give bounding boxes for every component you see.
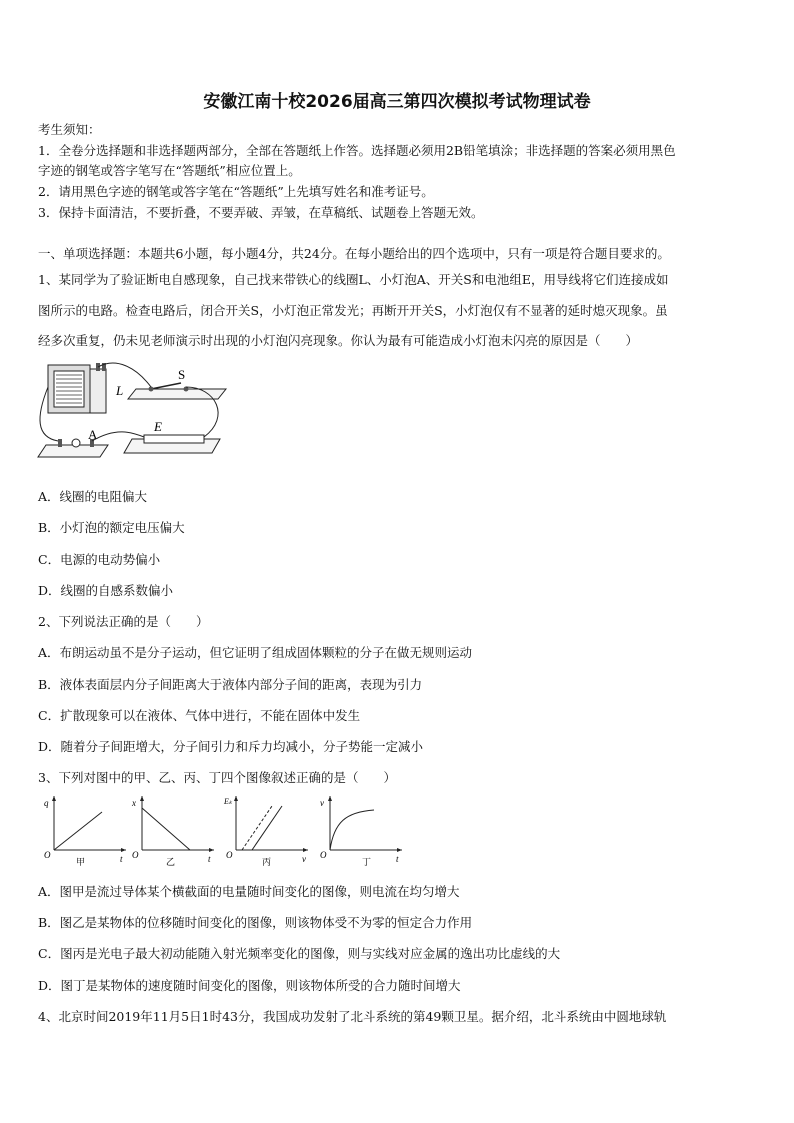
question-1-stem: 经多次重复，仍未见老师演示时出现的小灯泡闪亮现象。你认为最有可能造成小灯泡未闪亮的原因是（ ） (38, 333, 639, 348)
question-2-option: B．液体表面层内分子间距离大于液体内部分子间的距离，表现为引力 (38, 677, 423, 692)
graph-caption: 丙 (262, 857, 272, 867)
graph-origin: O (132, 850, 139, 860)
question-2-option: A．布朗运动虽不是分子运动，但它证明了组成固体颗粒的分子在做无规则运动 (38, 645, 473, 660)
notice-item: 1．全卷分选择题和非选择题两部分，全部在答题纸上作答。选择题必须用2B铅笔填涂；非选择题的答案必须用黑色 (38, 143, 676, 158)
graph-caption: 丁 (362, 857, 372, 867)
question-1-stem: 图所示的电路。检查电路后，闭合开关S，小灯泡正常发光；再断开开关S，小灯泡仅有不显著的延时熄灭现象。虽 (38, 303, 668, 318)
label-E: E (154, 419, 162, 434)
notice-item: 3．保持卡面清洁，不要折叠，不要弄破、弄皱，在草稿纸、试题卷上答题无效。 (38, 205, 484, 220)
graph-yi (128, 792, 218, 867)
label-L: L (116, 383, 124, 398)
notice-heading: 考生须知： (38, 122, 101, 137)
label-A: A (88, 427, 98, 442)
graph-ylabel: Eₖ (224, 797, 233, 806)
notice-item: 2．请用黑色字迹的钢笔或答字笔在“答题纸”上先填写姓名和准考证号。 (38, 184, 434, 199)
graph-ylabel: q (44, 798, 49, 808)
page-title: 安徽江南十校2026届高三第四次模拟考试物理试卷 (203, 92, 591, 112)
graph-origin: O (44, 850, 51, 860)
question-3-option: D．图丁是某物体的速度随时间变化的图像，则该物体所受的合力随时间增大 (38, 978, 461, 993)
graph-bing (222, 792, 312, 867)
question-1-option: C．电源的电动势偏小 (38, 552, 161, 567)
question-1-option: D．线圈的自感系数偏小 (38, 583, 174, 598)
question-4-stem: 4、北京时间2019年11月5日1时43分，我国成功发射了北斗系统的第49颗卫星。据介绍，北斗系统由中圆地球轨 (38, 1009, 667, 1024)
graph-ylabel: x (132, 798, 136, 808)
section-heading: 一、单项选择题：本题共6小题，每小题4分，共24分。在每小题给出的四个选项中，只有一项是符合题目要求的。 (38, 246, 670, 261)
question-1-option: B．小灯泡的额定电压偏大 (38, 520, 185, 535)
graph-origin: O (226, 850, 233, 860)
question-3-option: B．图乙是某物体的位移随时间变化的图像，则该物体受不为零的恒定合力作用 (38, 915, 473, 930)
graph-ding (316, 792, 406, 867)
graph-caption: 乙 (166, 857, 176, 867)
question-3-option: A．图甲是流过导体某个横截面的电量随时间变化的图像，则电流在均匀增大 (38, 884, 460, 899)
circuit-figure (36, 357, 236, 467)
graph-xlabel: t (120, 854, 123, 864)
question-2-option: D．随着分子间距增大，分子间引力和斥力均减小，分子势能一定减小 (38, 739, 424, 754)
graph-jia (40, 792, 130, 867)
graph-caption: 甲 (76, 857, 86, 867)
label-S: S (178, 367, 186, 382)
question-2-option: C．扩散现象可以在液体、气体中进行，不能在固体中发生 (38, 708, 361, 723)
graph-xlabel: t (396, 854, 399, 864)
notice-item: 字迹的钢笔或答字笔写在“答题纸”相应位置上。 (38, 163, 301, 178)
graph-xlabel: t (208, 854, 211, 864)
graph-ylabel: v (320, 798, 324, 808)
graph-xlabel: ν (302, 854, 306, 864)
question-2-stem: 2、下列说法正确的是（ ） (38, 614, 209, 629)
graph-origin: O (320, 850, 327, 860)
question-3-stem: 3、下列对图中的甲、乙、丙、丁四个图像叙述正确的是（ ） (38, 770, 396, 785)
question-1-option: A．线圈的电阻偏大 (38, 489, 148, 504)
question-3-option: C．图丙是光电子最大初动能随入射光频率变化的图像，则与实线对应金属的逸出功比虚线的大 (38, 946, 561, 961)
question-1-stem: 1、某同学为了验证断电自感现象，自己找来带铁心的线圈L、小灯泡A、开关S和电池组E，用导线将它们连接成如 (38, 272, 669, 287)
